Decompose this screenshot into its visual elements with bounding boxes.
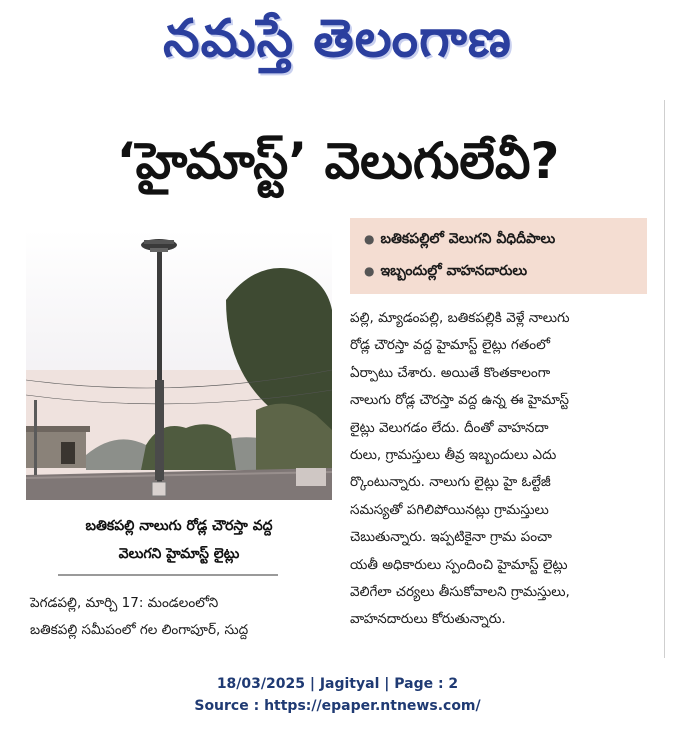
body-line: రులు, గ్రామస్తులు తీవ్ర ఇబ్బందులు ఎదు: [350, 447, 557, 464]
caption-line: వెలుగని హైమాస్ట్ లైట్లు: [118, 546, 240, 562]
body-line: లైట్లు వెలుగడం లేదు. దీంతో వాహనదా: [350, 419, 549, 436]
photo-caption: [26, 512, 332, 568]
highlights-box: [350, 218, 647, 294]
bullet-icon: ●: [364, 264, 375, 278]
body-line: ర్కొంటున్నారు. నాలుగు లైట్లు హై ఓల్టేజీ: [350, 474, 551, 491]
lead-line: బతికపల్లి సమీపంలో గల లింగాపూర్, సుద్ద: [30, 622, 249, 638]
article-photo: [26, 230, 332, 500]
highlight-item: ● బతికపల్లిలో వెలుగని వీధిదీపాలు: [364, 231, 556, 247]
clipping-border: [664, 100, 665, 658]
body-line: యతీ అధికారులు స్పందించి హైమాస్ట్ లైట్లు: [350, 556, 568, 573]
body-line: నాలుగు రోడ్ల చౌరస్తా వద్ద ఉన్న ఈ హైమాస్ట్: [350, 392, 570, 409]
article-lead: [30, 590, 330, 644]
body-line: రోడ్ల చౌరస్తా వద్ద హైమాస్ట్ లైట్లు గతంలో: [350, 337, 551, 354]
article-body: [350, 305, 650, 634]
footer-date-edition: 18/03/2025 | Jagityal | Page : 2: [216, 676, 459, 692]
body-line: పల్లి, మ్యాడంపల్లి, బతికపల్లికి వెళ్లే నాలుగు: [350, 310, 570, 326]
body-line: వెలిగేలా చర్యలు తీసుకోవాలని గ్రామస్తులు,: [350, 584, 570, 601]
body-line: చెబుతున్నారు. ఇప్పటికైనా గ్రామ పంచా: [350, 529, 552, 546]
footer-source: Source : https://epaper.ntnews.com/: [194, 698, 481, 714]
masthead-title: నమస్తే తెలంగాణ: [163, 9, 512, 69]
caption-line: బతికపల్లి నాలుగు రోడ్ల చౌరస్తా వద్ద: [85, 518, 273, 534]
body-line: వాహనదారులు కోరుతున్నారు.: [350, 611, 506, 628]
caption-divider: [58, 574, 278, 576]
body-line: సమస్యతో పగిలిపోయినట్లు గ్రామస్తులు: [350, 501, 549, 518]
lead-line: పెగడపల్లి, మార్చి 17: మండలంలోని: [30, 595, 219, 611]
highmast-photo-image: [26, 230, 332, 500]
body-line: ఏర్పాటు చేశారు. అయితే కొంతకాలంగా: [350, 364, 551, 381]
bullet-icon: ●: [364, 232, 375, 246]
highlight-item: ● ఇబ్బందుల్లో వాహనదారులు: [364, 263, 528, 279]
newspaper-masthead: [0, 2, 675, 80]
article-headline: ‘హైమాస్ట్’ వెలుగులేవీ?: [116, 132, 560, 190]
